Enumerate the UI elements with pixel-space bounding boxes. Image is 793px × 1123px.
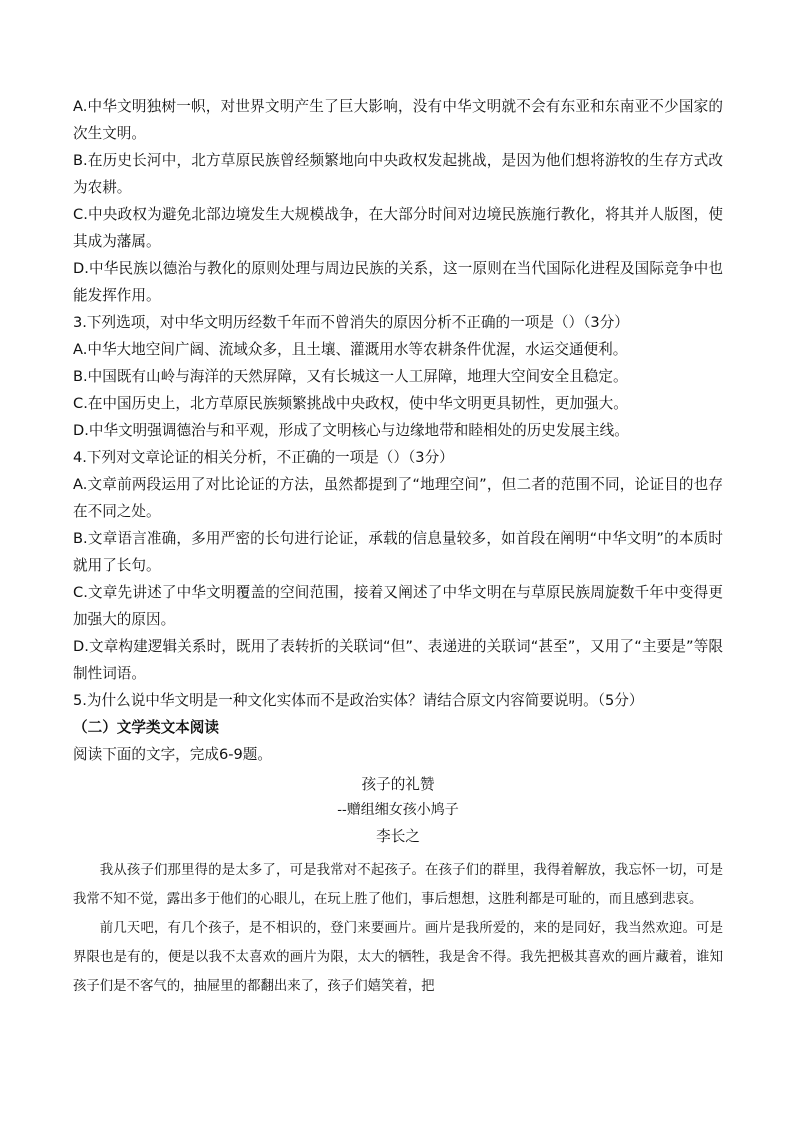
q4-stem: 4.下列对文章论证的相关分析，不正确的一项是（）（3分） [73,449,454,466]
q3-option-d: D.中华文明强调德治与和平观，形成了文明核心与边缘地带和睦相处的历史发展主线。 [73,422,629,439]
q3-stem: 3.下列选项，对中华文明历经数千年而不曾消失的原因分析不正确的一项是（）（3分） [73,314,629,331]
section-heading: （二）文学类文本阅读 [73,719,219,736]
q2-option-c: C.中央政权为避免北部边境发生大规模战争，在大部分时间对边境民族施行教化，将其并人版图，使其成为藩属。 [73,206,723,250]
article-author: 李长之 [376,828,420,845]
q4-option-c: C.文章先讲述了中华文明覆盖的空间范围，接着又阐述了中华文明在与草原民族周旋数千年中变得更加强大的原因。 [73,584,723,628]
article-paragraph-1: 我从孩子们那里得的是太多了，可是我常对不起孩子。在孩子们的群里，我得着解放，我忘怀一切，可是我常不知不觉，露出多于他们的心眼儿，在玩上胜了他们，事后想想，这胜利都是可耻的，而且感到悲哀。 [73,863,723,907]
q5-stem: 5.为什么说中华文明是一种文化实体而不是政治实体？请结合原文内容简要说明。（5分） [73,692,644,709]
q2-option-d: D.中华民族以德治与教化的原则处理与周边民族的关系，这一原则在当代国际化进程及国际竞争中也能发挥作用。 [73,260,723,304]
section-instruction: 阅读下面的文字，完成6-9题。 [73,746,272,763]
q2-option-b: B.在历史长河中，北方草原民族曾经频繁地向中央政权发起挑战，是因为他们想将游牧的生存方式改为农耕。 [73,152,723,196]
q4-option-a: A.文章前两段运用了对比论证的方法，虽然都提到了“地理空间”，但二者的范围不同，论证目的也存在不同之处。 [73,476,723,520]
article-paragraph-2: 前几天吧，有几个孩子，是不相识的，登门来要画片。画片是我所爱的，来的是同好，我当然欢迎。可是界限也是有的，便是以我不太喜欢的画片为限，太大的牺牲，我是舍不得。我先把极其喜欢的画片藏着，谁知孩子们是不客气的，抽屉里的都翻出来了，孩子们嬉笑着，把 [73,921,723,994]
q2-option-a: A.中华文明独树一帜，对世界文明产生了巨大影响，没有中华文明就不会有东亚和东南亚不少国家的次生文明。 [73,98,723,142]
q3-option-c: C.在中国历史上，北方草原民族频繁挑战中央政权，使中华文明更具韧性，更加强大。 [73,395,628,412]
page-content [73,93,723,1001]
q3-option-a: A.中华大地空间广阔、流域众多，且土壤、灌溉用水等农耕条件优渥，水运交通便利。 [73,341,628,358]
article-subtitle: --赠组缃女孩小鸠子 [337,802,459,818]
article-title: 孩子的礼赞 [361,776,435,793]
q4-option-b: B.文章语言准确，多用严密的长句进行论证，承载的信息量较多，如首段在阐明“中华文明”的本质时就用了长句。 [73,530,723,574]
q4-option-d: D.文章构建逻辑关系时，既用了表转折的关联词“但”、表递进的关联词“甚至”，又用了“主要是”等限制性词语。 [73,638,723,682]
q3-option-b: B.中国既有山岭与海洋的天然屏障，又有长城这一人工屏障，地理大空间安全且稳定。 [73,368,628,385]
